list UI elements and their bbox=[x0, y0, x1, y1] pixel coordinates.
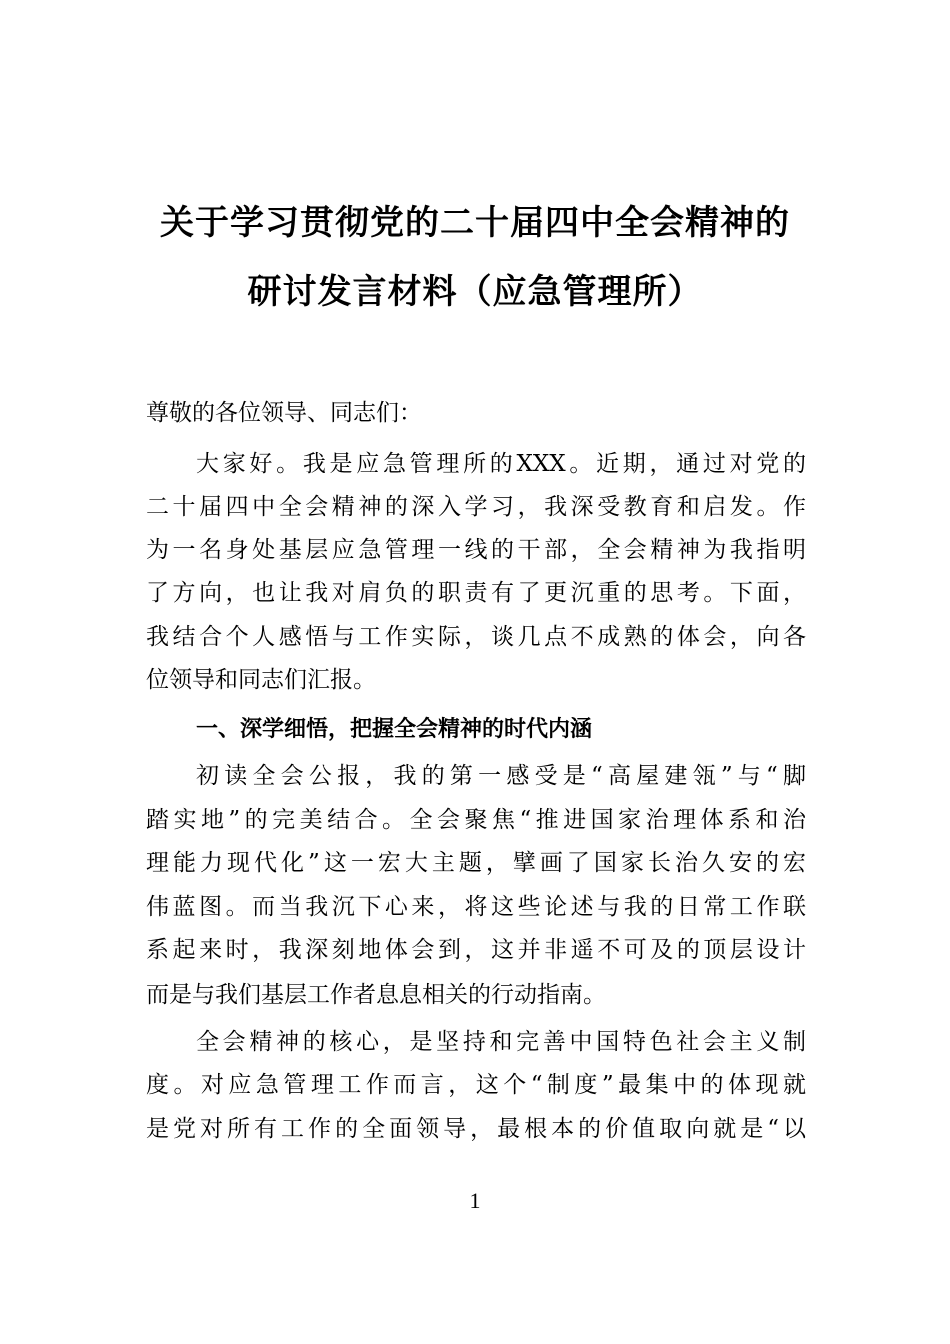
paragraph-line: 初读全会公报，我的第一感受是“高屋建瓴”与“脚 bbox=[196, 763, 806, 789]
paragraph-line: 而是与我们基层工作者息息相关的行动指南。 bbox=[146, 982, 606, 1008]
paragraph-line: 全会精神的核心，是坚持和完善中国特色社会主义制 bbox=[196, 1029, 806, 1055]
greeting: 尊敬的各位领导、同志们： bbox=[146, 400, 422, 426]
section-heading: 一、深学细悟，把握全会精神的时代内涵 bbox=[196, 717, 593, 742]
title-line-1: 关于学习贯彻党的二十届四中全会精神的 bbox=[160, 203, 790, 243]
paragraph-line: 度。对应急管理工作而言，这个“制度”最集中的体现就 bbox=[146, 1072, 806, 1098]
paragraph-line: 是党对所有工作的全面领导，最根本的价值取向就是“以 bbox=[146, 1116, 806, 1142]
paragraph-line: 了方向，也让我对肩负的职责有了更沉重的思考。下面， bbox=[146, 580, 806, 606]
paragraph-line: 为一名身处基层应急管理一线的干部，全会精神为我指明 bbox=[146, 537, 806, 563]
paragraph-line: 踏实地”的完美结合。全会聚焦“推进国家治理体系和治 bbox=[146, 807, 806, 833]
paragraph-line: 二十届四中全会精神的深入学习，我深受教育和启发。作 bbox=[146, 494, 806, 520]
paragraph-line: 理能力现代化”这一宏大主题，擘画了国家长治久安的宏 bbox=[146, 850, 806, 876]
page-number: 1 bbox=[469, 1188, 481, 1213]
title-line-2: 研讨发言材料（应急管理所） bbox=[247, 272, 703, 312]
paragraph-line: 我结合个人感悟与工作实际，谈几点不成熟的体会，向各 bbox=[146, 624, 806, 650]
paragraph-line: 系起来时，我深刻地体会到，这并非遥不可及的顶层设计 bbox=[146, 937, 806, 963]
paragraph-line: 大家好。我是应急管理所的XXX。近期，通过对党的 bbox=[196, 451, 806, 477]
paragraph-line: 位领导和同志们汇报。 bbox=[146, 667, 376, 693]
paragraph-line: 伟蓝图。而当我沉下心来，将这些论述与我的日常工作联 bbox=[146, 894, 806, 920]
